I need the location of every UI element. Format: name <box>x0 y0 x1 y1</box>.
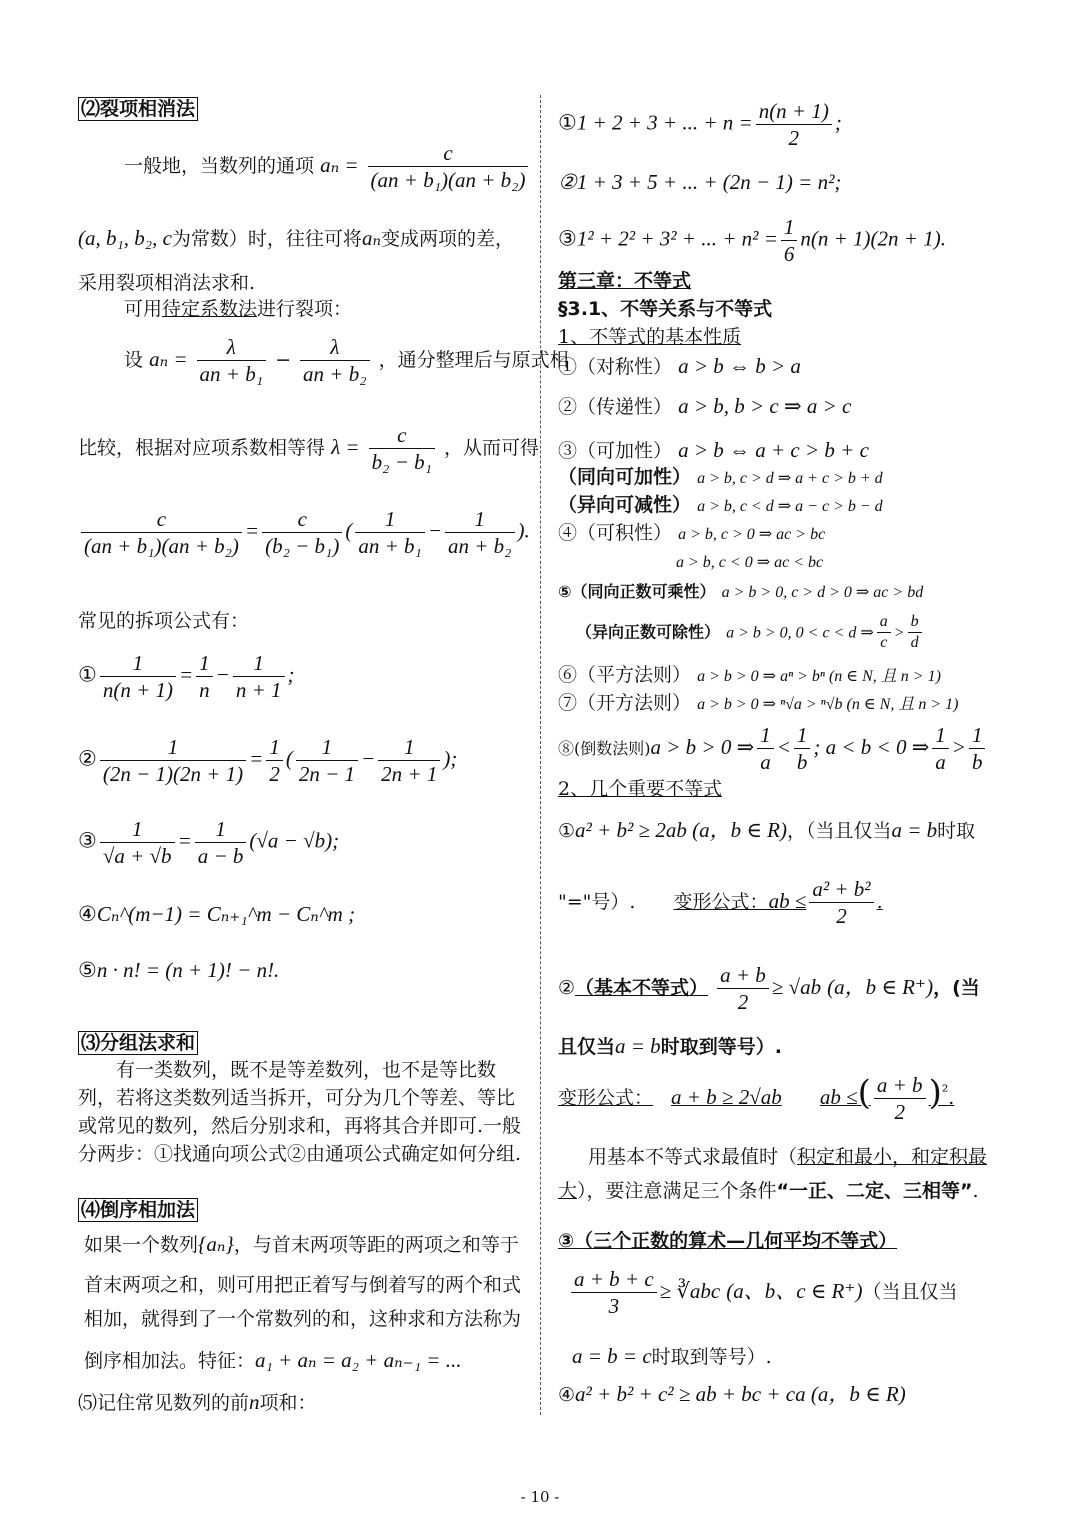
inequality-2-variant: 变形公式： a + b ≥ 2√ab ab ≤( $\frac{a + b}{2}$ )$^{^2}$. <box>558 1072 955 1125</box>
property-5b: （异向正数可除性） a > b > 0, 0 < c < d ⇒ $\frac{a}{c}$ > $\frac{b}{d}$ <box>576 612 925 653</box>
inequality-3-heading: ③（三个正数的算术—几何平均不等式） <box>558 1230 898 1252</box>
property-7: ⑦（开方法则） a > b > 0 ⇒ ⁿ√a > ⁿ√b (n ∈ N, 且 n > 1) <box>558 692 959 714</box>
property-6: ⑥（平方法则） a > b > 0 ⇒ aⁿ > bⁿ (n ∈ N, 且 n > 1) <box>558 664 941 686</box>
property-4b: a > b, c < 0 ⇒ ac < bc <box>676 554 824 571</box>
split-formula: 一般地，当数列的通项 aₙ = $\frac{c}{\text{(an + b₁)(an + b₂)}}$ <box>124 140 531 194</box>
common-formulas-title: 常见的拆项公式有： <box>78 610 250 632</box>
inequality-1-variant: "="号）. 变形公式：ab ≤ $\frac{\text{a² + b²}}{2}$ . <box>558 877 883 929</box>
split-hint: 可用待定系数法进行裂项： <box>124 298 353 320</box>
compare-formula: 比较，根据对应项系数相等得 λ = $\frac{c}{\text{b₂ − b₁}}$ ，从而可得 <box>78 423 539 475</box>
property-3a: （同向可加性） a > b, c > d ⇒ a + c > b + d <box>558 466 883 488</box>
split-condition: (a, b₁, b₂, c为常数）时，往往可将aₙ变成两项的差， <box>78 226 514 250</box>
reverse-heading: ⑷倒序相加法 <box>78 1199 198 1222</box>
formula-5: ⑤n · n! = (n + 1)! − n!. <box>78 958 280 982</box>
reverse-line-1: 如果一个数列{aₙ}，与首末两项等距的两项之和等于 <box>84 1232 519 1256</box>
formula-3: ③ $\frac{1}{√a + √b}$ = $\frac{1}{a - b}$ (√a − √b); <box>78 817 340 869</box>
inequality-2-line2: 且仅当a = b时取到等号）. <box>558 1034 782 1058</box>
inequality-4: ④a² + b² + c² ≥ ab + bc + ca (a，b ∈ R) <box>558 1382 906 1406</box>
group-heading: ⑶分组法求和 <box>78 1032 198 1055</box>
sum-formula-3: ③1² + 2² + 3² + ... + n² = $\frac{1}{6}$ n(n + 1)(2n + 1). <box>558 215 946 267</box>
chapter-title: 第三章：不等式 <box>558 270 692 292</box>
formula-2: ② $\frac{1}{(2n - 1)(2n + 1)}$ = $\frac{1}{2}$ ( $\frac{1}{2n - 1}$ − $\frac{1}{2n + 1}$ ); <box>78 735 458 787</box>
set-formula: 设 aₙ = $\frac{\lambda}{\text{an + b₁}}$ − $\frac{\lambda}{\text{an + b₂}}$ ，通分整理后与原式相 <box>124 335 569 387</box>
property-8: ⑧(倒数法则)a > b > 0 ⇒ $\frac{1}{a}$ < $\frac{1}{b}$ ; a < b < 0 ⇒ $\frac{1}{a}$ > $\frac{1}{b}$ <box>558 722 988 776</box>
formula-4: ④Cₙ^(m−1) = Cₙ₊₁^m − Cₙ^m ; <box>78 902 356 926</box>
inequality-1: ①a² + b² ≥ 2ab (a，b ∈ R)，（当且仅当a = b时取 <box>558 818 976 842</box>
property-2: ②（传递性） a > b, b > c ⇒ a > c <box>558 394 852 418</box>
subsection-2: 2、几个重要不等式 <box>558 778 723 800</box>
reverse-line-3: 相加，就得到了一个常数列的和，这种求和方法称为 <box>84 1308 522 1330</box>
property-4: ④（可积性） a > b, c > 0 ⇒ ac > bc <box>558 522 826 544</box>
split-method: 采用裂项相消法求和. <box>78 272 256 294</box>
split-heading: ⑵裂项相消法 <box>78 98 198 121</box>
formula-1: ① $\frac{1}{n(n + 1)}$ = $\frac{1}{n}$ − $\frac{1}{n + 1}$ ; <box>78 651 295 703</box>
group-text: 有一类数列，既不是等差数列，也不是等比数列，若将这类数列适当拆开，可分为几个等差、等比或常见的数列，然后分别求和，再将其合并即可.一般分两步：①找通向项公式②由通项公式确定如何分组. <box>78 1059 522 1165</box>
inequality-3-line2: a = b = c时取到等号）. <box>572 1344 772 1368</box>
property-5: ⑤（同向正数可乘性） a > b > 0, c > d > 0 ⇒ ac > bd <box>558 582 924 601</box>
subsection-1: 1、不等式的基本性质 <box>558 326 742 348</box>
column-divider <box>540 95 541 1415</box>
property-3: ③（可加性） a > b ⇔ a + c > b + c <box>558 438 869 462</box>
inequality-3: $\frac{a + b + c}{3}$ ≥ ∛abc (a、b、c ∈ R⁺)（当且仅当 <box>568 1266 957 1320</box>
page-number: - 10 - <box>520 1488 560 1506</box>
max-min-note: 用基本不等式求最值时（积定和最小，和定积最大），要注意满足三个条件“一正、二定、三相等”. <box>558 1146 988 1202</box>
section-title: §3.1、不等关系与不等式 <box>558 298 773 320</box>
split-identity: $\frac{c}{\text{(an + b₁)(an + b₂)}}$ = $\frac{c}{\text{(b₂ − b₁)}}$ ( $\frac{1}{\text{an + b₁}}$ − $\frac{1}{\text{an + b₂}}$ ). <box>78 506 530 560</box>
reverse-line-4: 倒序相加法。特征：a₁ + aₙ = a₂ + aₙ₋₁ = ... <box>84 1348 462 1372</box>
reverse-line-2: 首末两项之和，则可用把正着写与倒着写的两个和式 <box>84 1274 522 1296</box>
remember-line: ⑸记住常见数列的前n项和： <box>78 1390 317 1414</box>
property-3b: （异向可减性） a > b, c < d ⇒ a − c > b − d <box>558 494 883 516</box>
sum-formula-2: ②1 + 3 + 5 + ... + (2n − 1) = n²; <box>558 170 842 194</box>
sum-formula-1: ①1 + 2 + 3 + ... + n = $\frac{n(n + 1)}{2}$ ; <box>558 99 842 151</box>
property-1: ①（对称性） a > b ⇔ b > a <box>558 354 801 378</box>
inequality-2: ②（基本不等式） $\frac{a + b}{2}$ ≥ √ab (a，b ∈ R⁺)，(当 <box>558 963 980 1015</box>
